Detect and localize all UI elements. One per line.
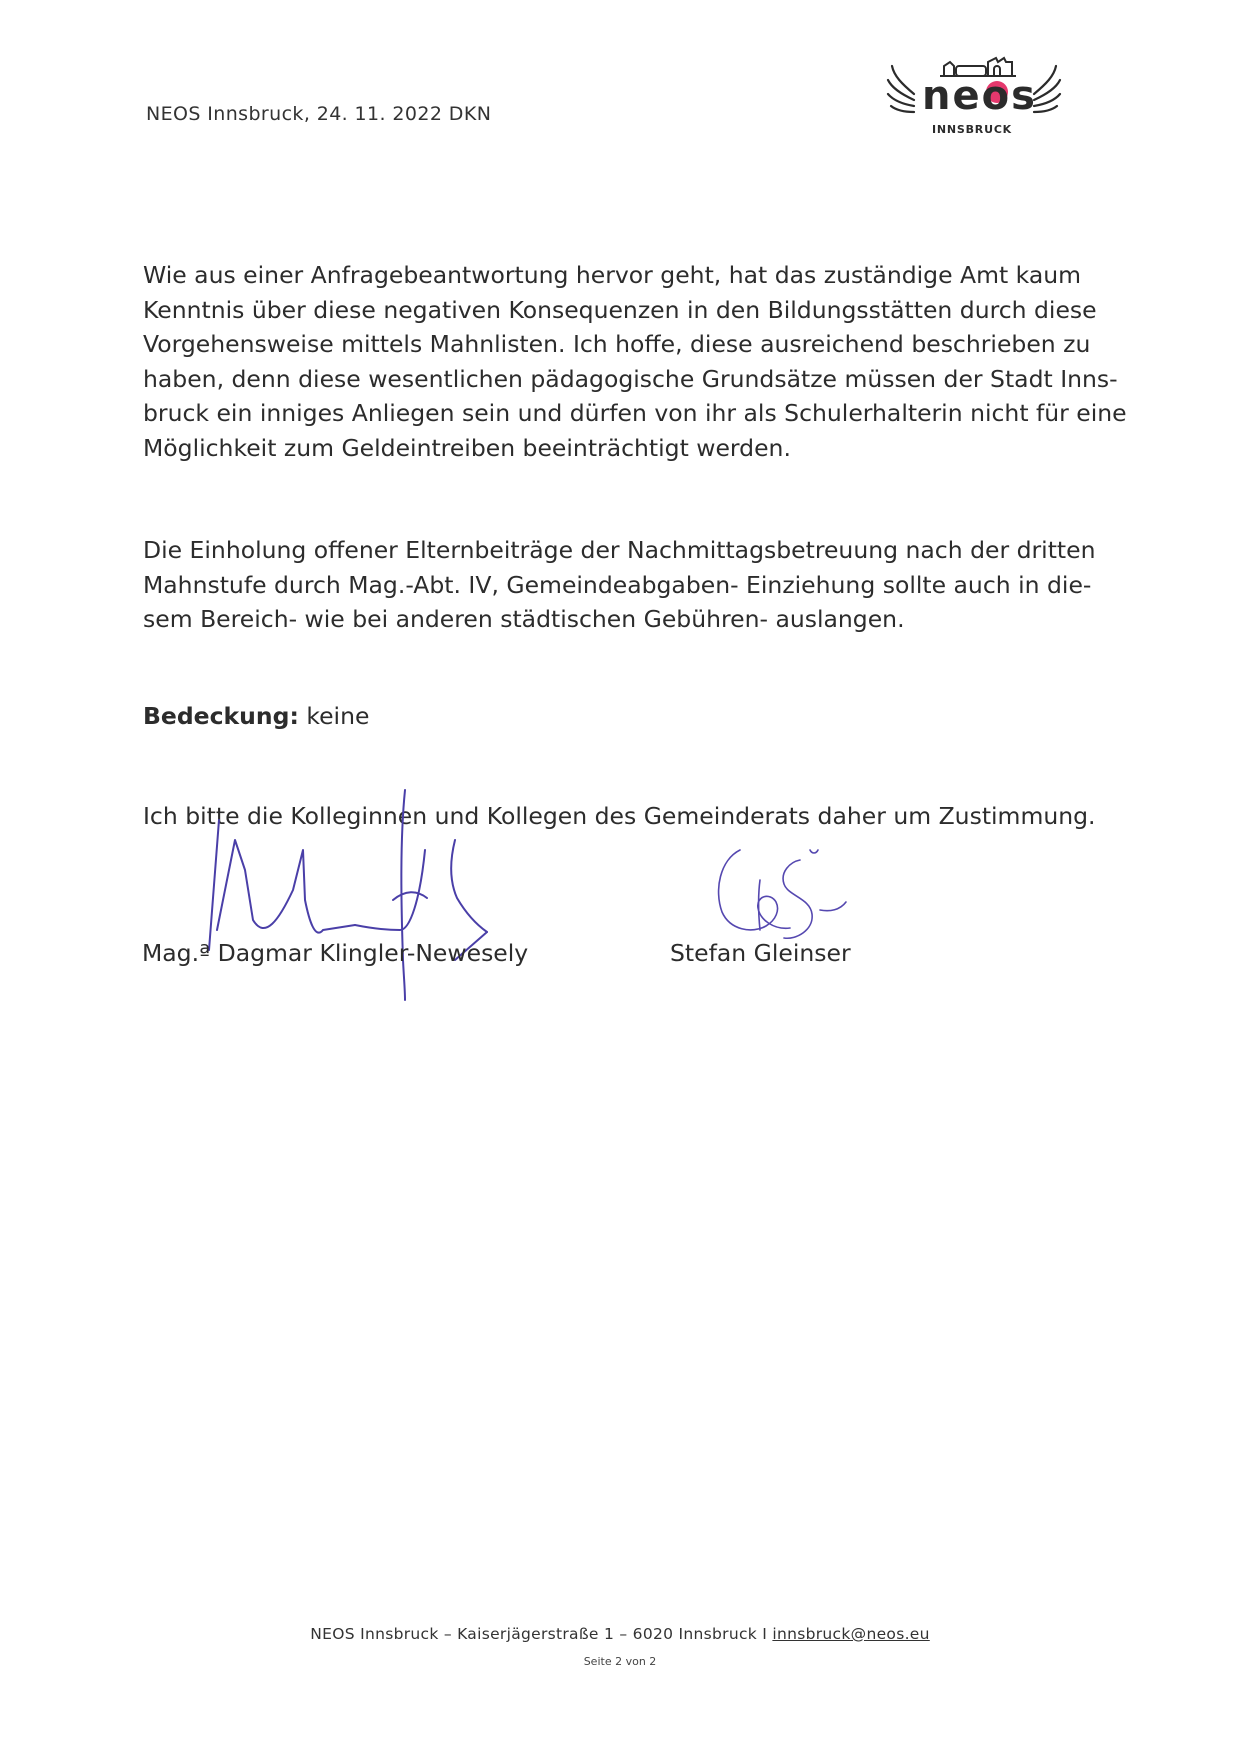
paragraph-1-line: Kenntnis über diese negativen Konsequenzen in den Bildungsstätten durch diese [143,295,1097,324]
logo-wordmark [922,73,1037,119]
paragraph-2-line: Mahnstufe durch Mag.-Abt. IV, Gemeindeabgaben- Einziehung sollte auch in die- [143,570,1092,599]
footer-address: NEOS Innsbruck – Kaiserjägerstraße 1 – 6020 Innsbruck I [310,1625,773,1643]
coverage-value: keine [298,702,370,730]
neos-logo [884,54,1064,144]
page-number: Seite 2 von 2 [583,1655,657,1668]
paragraph-1 [143,258,1127,465]
signer-2-name: Stefan Gleinser [670,939,851,967]
paragraph-1-line: Möglichkeit zum Geldeintreiben beeinträchtigt werden. [143,433,791,462]
paragraph-1-line: Vorgehensweise mittels Mahnlisten. Ich hoffe, diese ausreichend beschrieben zu [143,330,1091,358]
signer-1-name: Mag.ª Dagmar Klingler-Newesely [142,939,529,967]
paragraph-2-line: Die Einholung offener Elternbeiträge der Nachmittagsbetreuung nach der dritten [143,536,1096,564]
paragraph-1-line: bruck ein inniges Anliegen sein und dürfen von ihr als Schulerhalterin nicht für eine [143,399,1127,427]
coverage-label: Bedeckung: [143,702,299,730]
paragraph-2-line: sem Bereich- wie bei anderen städtischen Gebühren- auslangen. [143,605,905,633]
paragraph-2 [143,533,1103,637]
header-date-line: NEOS Innsbruck, 24. 11. 2022 DKN [146,103,492,125]
paragraph-1-line: haben, denn diese wesentlichen pädagogische Grundsätze müssen der Stadt Inns- [143,364,1118,393]
logo-wordmark-text: neos [922,73,1037,119]
paragraph-1-line: Wie aus einer Anfragebeantwortung hervor geht, hat das zuständige Amt kaum [143,261,1082,289]
footer-email-link[interactable]: innsbruck@neos.eu [772,1625,930,1643]
coverage-line [143,702,369,730]
closing-sentence: Ich bitte die Kolleginnen und Kollegen des Gemeinderats daher um Zustimmung. [143,802,1096,830]
footer-address-line [0,1625,1240,1643]
logo-subtitle: INNSBRUCK [932,123,1013,136]
